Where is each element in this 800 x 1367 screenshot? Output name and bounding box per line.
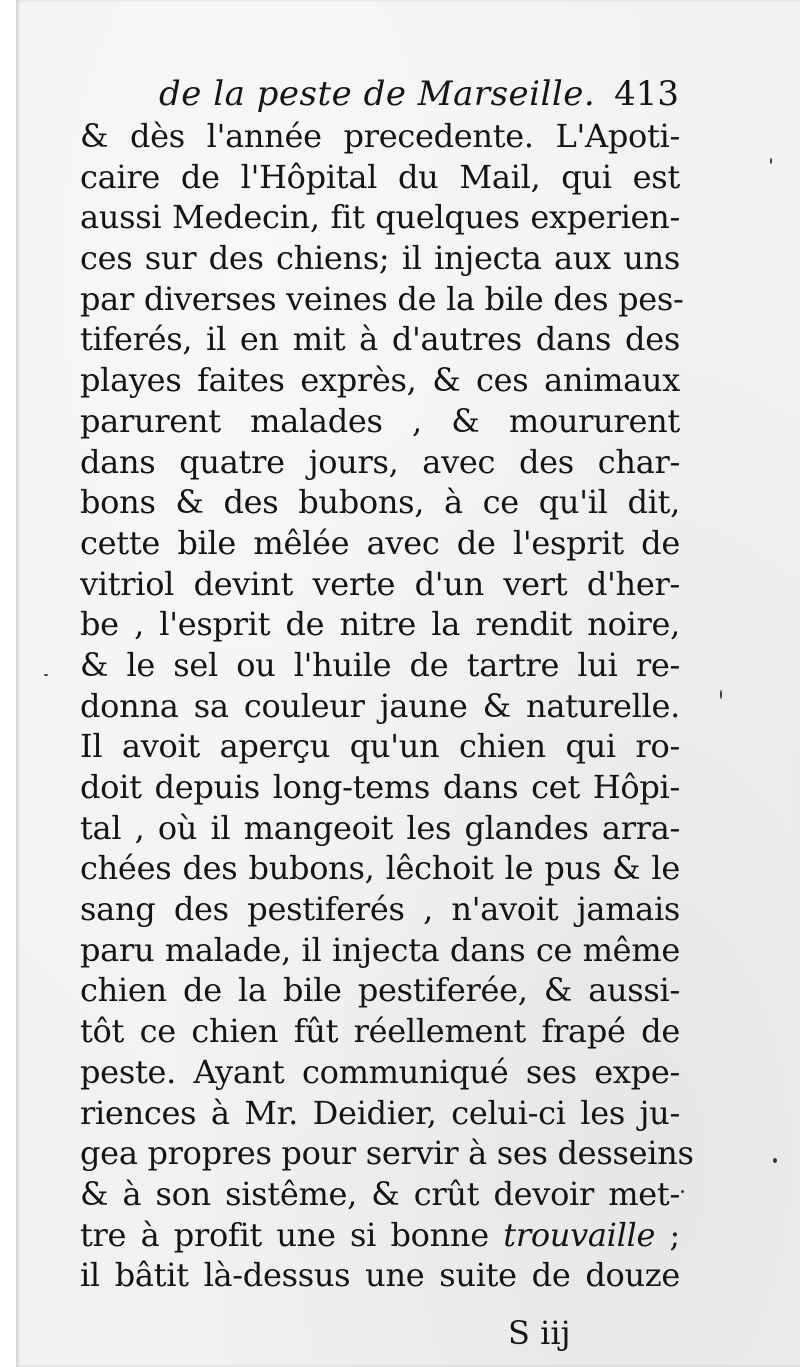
text-line: sang des pestiferés , n'avoit jamais xyxy=(80,890,680,929)
text-line: parurent malades , & moururent xyxy=(80,401,680,440)
text-line: il bâtit là-dessus une suite de douze xyxy=(80,1256,680,1295)
paper-speck xyxy=(44,674,48,676)
paper-speck xyxy=(720,690,722,699)
text-line: riences à Mr. Deidier, celui-ci les ju- xyxy=(80,1093,680,1132)
text-line: aussi Medecin, fit quelques experien- xyxy=(80,198,680,237)
text-line: gea propres pour servir à ses desseins xyxy=(80,1134,694,1173)
text-line-with-italic xyxy=(80,1215,680,1256)
text-line: paru malade, il injecta dans ce même xyxy=(80,930,680,969)
text-line: be , l'esprit de nitre la rendit noire, xyxy=(80,605,680,644)
book-page xyxy=(16,0,800,1367)
line-punctuation: ; xyxy=(669,1215,680,1254)
text-line: playes faites exprès, & ces animaux xyxy=(80,361,680,400)
paper-speck xyxy=(681,1190,684,1193)
text-line: vitriol devint verte d'un vert d'her- xyxy=(80,564,680,603)
text-line: chien de la bile pestiferée, & aussi- xyxy=(80,971,680,1010)
italic-word: trouvaille xyxy=(503,1215,656,1254)
text-line: chées des bubons, lêchoit le pus & le xyxy=(80,849,680,888)
text-line: caire de l'Hôpital du Mail, qui est xyxy=(80,157,680,196)
text-line: par diverses veines de la bile des pes- xyxy=(80,279,684,318)
text-line: tiferés, il en mit à d'autres dans des xyxy=(80,320,680,359)
text-line: bons & des bubons, à ce qu'il dit, xyxy=(80,483,680,522)
text-line: tal , où il mangeoit les glandes arra- xyxy=(80,808,680,847)
running-head xyxy=(159,70,679,118)
line-text: tre à profit une si bonne xyxy=(80,1215,489,1254)
signature-mark: S iij xyxy=(508,1314,571,1352)
body-text xyxy=(80,116,694,1296)
paper-speck xyxy=(773,1158,777,1163)
text-line: Il avoit aperçu qu'un chien qui ro- xyxy=(80,727,680,766)
text-line: ces sur des chiens; il injecta aux uns xyxy=(80,239,680,278)
text-line: tôt ce chien fût réellement frapé de xyxy=(80,1012,680,1051)
text-line: & dès l'année precedente. L'Apoti- xyxy=(80,117,680,155)
text-line: donna sa couleur jaune & naturelle. xyxy=(80,686,680,725)
text-line: cette bile mêlée avec de l'esprit de xyxy=(80,523,680,562)
page-number: 413 xyxy=(614,74,679,114)
text-line: dans quatre jours, avec des char- xyxy=(80,442,680,481)
running-title: de la peste de Marseille. xyxy=(159,74,596,114)
text-line: & le sel ou l'huile de tartre lui re- xyxy=(80,645,680,684)
text-line: doit depuis long-tems dans cet Hôpi- xyxy=(80,768,680,806)
text-line: & à son sistême, & crût devoir met- xyxy=(80,1174,680,1213)
paper-speck xyxy=(770,158,772,164)
text-line: peste. Ayant communiqué ses expe- xyxy=(80,1052,680,1091)
